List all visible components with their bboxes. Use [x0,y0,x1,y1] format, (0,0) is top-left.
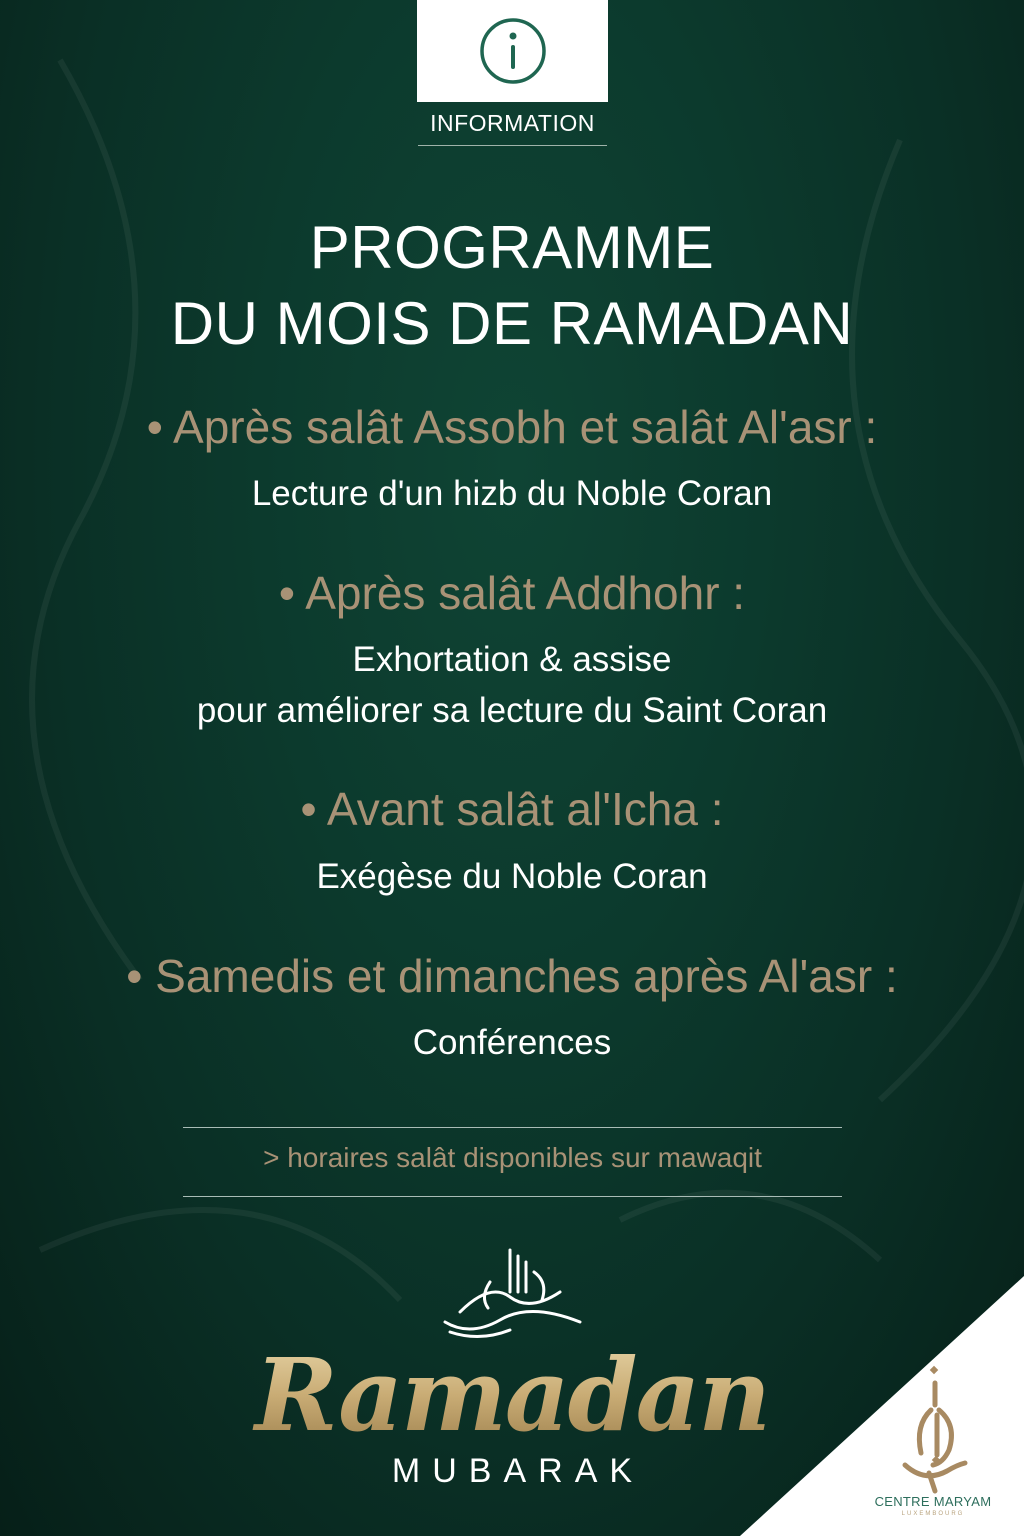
information-underline [418,145,607,146]
program-item-2-heading: • Après salât Addhohr : [278,567,746,619]
program-item-4-heading: • Samedis et dimanches après Al'asr : [126,950,898,1002]
title-line-2: DU MOIS DE RAMADAN [170,290,854,357]
program-item-1-heading: • Après salât Assobh et salât Al'asr : [146,401,878,453]
information-badge [417,0,608,102]
program-item-3-description: Exégèse du Noble Coran [316,857,708,896]
ramadan-script-title: Ramadan [0,1335,1024,1455]
mubarak-subtitle: MUBARAK [391,1452,645,1490]
centre-maryam-logo-icon [895,1365,975,1495]
program-item-2-description-line-2: pour améliorer sa lecture du Saint Coran [196,691,828,730]
divider-bottom [183,1196,842,1197]
program-item-1-description: Lecture d'un hizb du Noble Coran [251,474,773,513]
mawaqit-note: > horaires salât disponibles sur mawaqit [263,1142,762,1173]
information-label: INFORMATION [430,110,595,136]
arabic-calligraphy-icon [430,1242,590,1342]
divider-top [183,1127,842,1128]
title-line-1: PROGRAMME [309,214,715,281]
program-item-4-description: Conférences [412,1023,612,1062]
logo-subtitle: LUXEMBOURG [901,1511,965,1517]
program-item-3-heading: • Avant salât al'Icha : [300,783,724,835]
program-item-2-description-line-1: Exhortation & assise [352,640,672,679]
page-title [0,210,1024,362]
info-circle-icon [478,16,548,86]
logo-name: CENTRE MARYAM [874,1494,992,1509]
